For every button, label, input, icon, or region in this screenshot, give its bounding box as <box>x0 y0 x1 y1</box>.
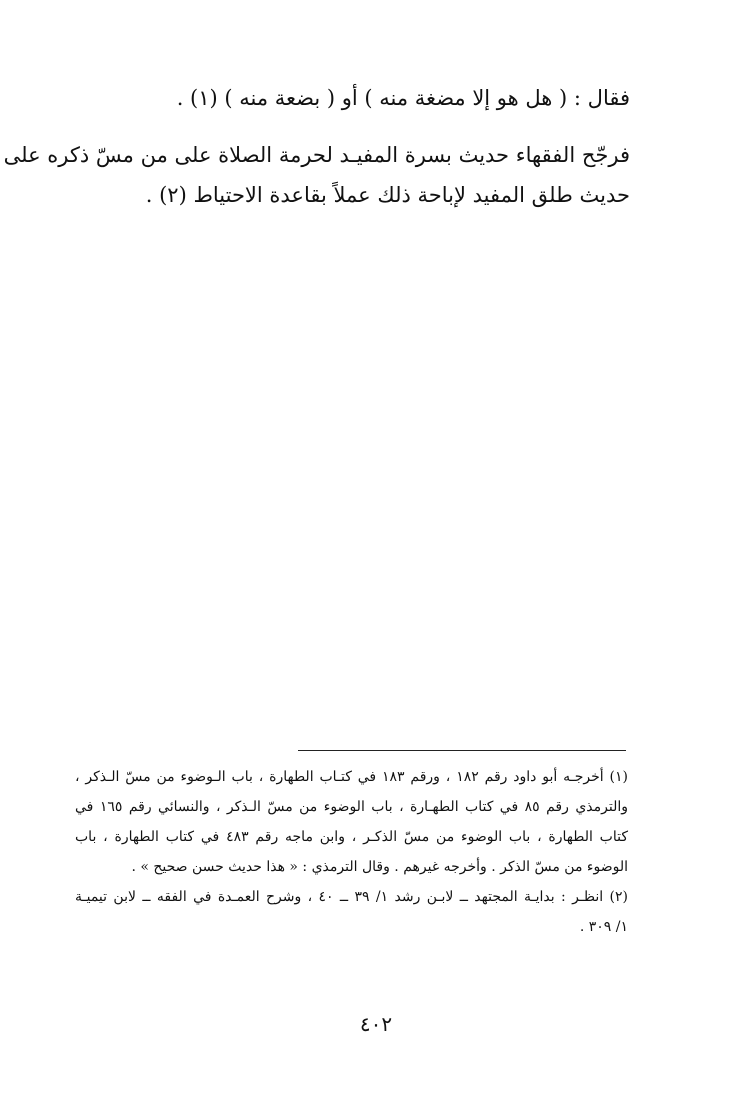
paragraph-1-line-1: فقال : ( هل هو إلا مضغة منه ) أو ( بضعة منه ) (١) . <box>176 86 630 110</box>
footnote-1-line-3: كتاب الطهارة ، باب الوضوء من مسّ الذكـر ، وابن ماجه رقم ٤٨٣ في كتاب الطهارة ، باب <box>75 829 628 845</box>
footnote-2 <box>75 882 628 942</box>
paragraph-2 <box>3 135 630 215</box>
footnote-separator <box>298 750 626 751</box>
footnote-1-line-2: والترمذي رقم ٨٥ في كتاب الطهـارة ، باب الوضوء من مسّ الـذكر ، والنسائي رقم ١٦٥ في <box>75 799 629 815</box>
footnotes <box>75 762 628 942</box>
paragraph-1 <box>70 78 630 118</box>
footnote-1 <box>75 762 628 882</box>
paragraph-2-line-1: فرجّح الفقهاء حديث بسرة المفيـد لحرمة الصلاة على من مسّ ذكره على <box>3 143 630 167</box>
footnote-2-line-2: ١/ ٣٠٩ . <box>579 919 628 935</box>
footnote-2-line-1: (٢) انظـر : بدايـة المجتهد ــ لابـن رشد ١/ ٣٩ ــ ٤٠ ، وشرح العمـدة في الفقه ــ لابن تيميـة <box>75 889 629 905</box>
footnote-1-line-4: الوضوء من مسّ الذكر . وأخرجه غيرهم . وقال الترمذي : « هذا حديث حسن صحيح » . <box>131 859 628 875</box>
page-number: ٤٠٢ <box>359 1012 393 1036</box>
paragraph-2-line-2: حديث طلق المفيد لإباحة ذلك عملاً بقاعدة الاحتياط (٢) . <box>145 183 630 207</box>
footnote-1-line-1: (١) أخرجـه أبو داود رقم ١٨٢ ، ورقم ١٨٣ في كتـاب الطهارة ، باب الـوضوء من مسّ الـذكر ، <box>75 769 628 785</box>
